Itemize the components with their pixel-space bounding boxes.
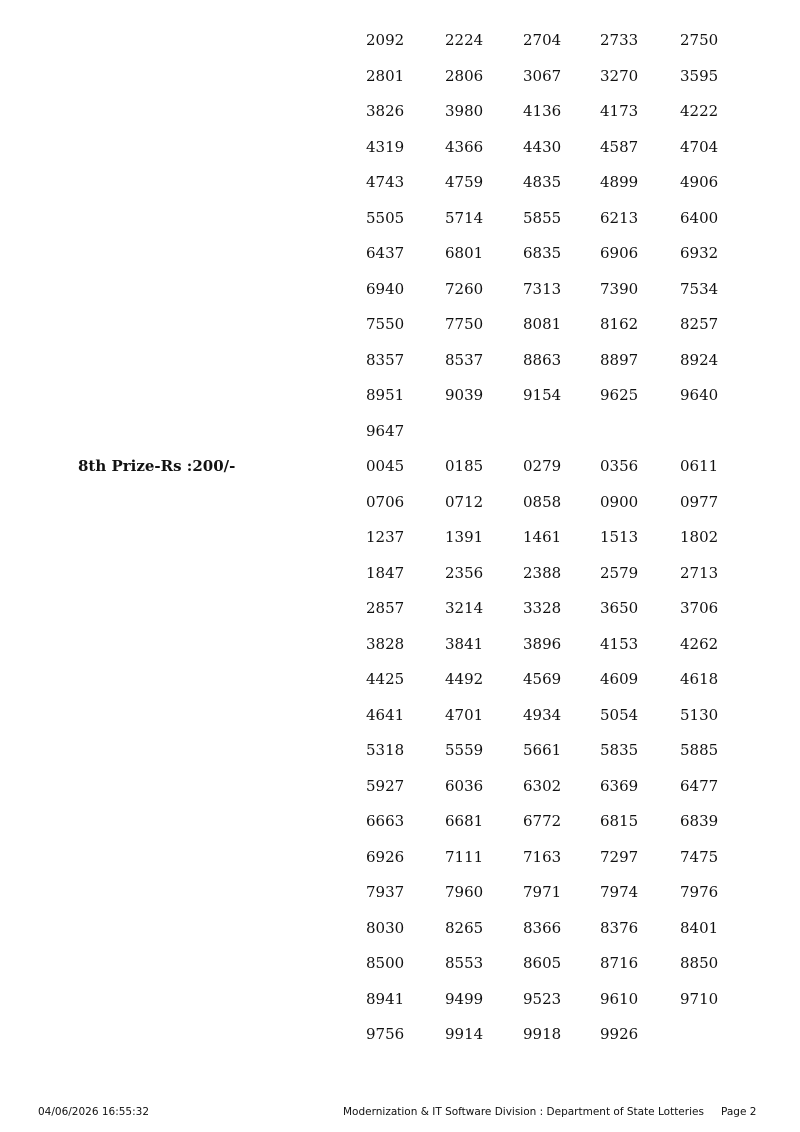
ticket-number: 8265 — [445, 918, 484, 937]
ticket-number: 0045 — [366, 457, 405, 475]
ticket-number: 8863 — [523, 350, 562, 369]
ticket-number: 4701 — [445, 705, 484, 724]
ticket-number: 0611 — [680, 457, 719, 475]
ticket-number: 4618 — [680, 670, 719, 688]
ticket-number: 6926 — [366, 847, 405, 866]
ticket-number: 6835 — [523, 244, 562, 262]
ticket-number: 6302 — [523, 776, 562, 795]
ticket-number: 4222 — [680, 102, 719, 120]
ticket-number: 4609 — [600, 670, 639, 688]
ticket-number: 9499 — [445, 989, 484, 1008]
prize-tier-label: 8th Prize-Rs :200/- — [78, 457, 236, 475]
ticket-number: 7163 — [523, 847, 562, 866]
ticket-number: 3826 — [366, 102, 405, 120]
number-row — [0, 23, 800, 59]
ticket-number: 7974 — [600, 883, 639, 901]
number-row — [0, 520, 800, 556]
ticket-number: 2579 — [600, 563, 639, 582]
number-row — [0, 307, 800, 343]
ticket-number: 8850 — [680, 954, 719, 972]
ticket-number: 9926 — [600, 1025, 639, 1043]
ticket-number: 9918 — [523, 1025, 562, 1043]
number-row — [0, 556, 800, 592]
ticket-number: 8605 — [523, 954, 562, 972]
ticket-number: 7937 — [366, 883, 405, 901]
ticket-number: 4136 — [523, 102, 562, 120]
footer-datetime: 04/06/2026 16:55:32 — [38, 1106, 150, 1118]
ticket-number: 7960 — [445, 883, 484, 901]
ticket-number: 3214 — [445, 599, 484, 617]
ticket-number: 3650 — [600, 599, 639, 617]
ticket-number: 3328 — [523, 599, 562, 617]
ticket-number: 7313 — [523, 279, 562, 298]
number-row — [0, 165, 800, 201]
ticket-number: 4366 — [445, 137, 484, 156]
ticket-number: 7297 — [600, 847, 639, 866]
ticket-number: 8716 — [600, 954, 639, 972]
ticket-number: 0712 — [445, 492, 484, 511]
ticket-number: 8553 — [445, 954, 484, 972]
number-row — [0, 236, 800, 272]
ticket-number: 5927 — [366, 776, 405, 795]
ticket-number: 2224 — [445, 31, 484, 49]
footer-division: Modernization & IT Software Division : Department of State Lotteries — [343, 1106, 704, 1118]
ticket-number: 7475 — [680, 847, 719, 866]
ticket-number: 3706 — [680, 599, 719, 617]
ticket-number: 3896 — [523, 634, 562, 653]
ticket-number: 8357 — [366, 350, 405, 369]
ticket-number: 2092 — [366, 31, 405, 49]
number-row — [0, 59, 800, 95]
ticket-number: 7971 — [523, 883, 562, 901]
number-row — [0, 769, 800, 805]
ticket-number: 5559 — [445, 741, 484, 759]
ticket-number: 4587 — [600, 137, 639, 156]
ticket-number: 4173 — [600, 102, 639, 120]
ticket-number: 1391 — [445, 528, 484, 546]
ticket-number: 9710 — [680, 989, 719, 1008]
ticket-number: 6369 — [600, 776, 639, 795]
ticket-number: 6681 — [445, 812, 484, 830]
number-row — [0, 378, 800, 414]
ticket-number: 3828 — [366, 634, 405, 653]
ticket-number: 1513 — [600, 528, 639, 546]
ticket-number: 4743 — [366, 173, 405, 191]
ticket-number: 4835 — [523, 173, 562, 191]
ticket-number: 4425 — [366, 670, 405, 688]
ticket-number: 7260 — [445, 279, 484, 298]
ticket-number: 0356 — [600, 457, 639, 475]
ticket-number: 8162 — [600, 315, 639, 333]
ticket-number: 4153 — [600, 634, 639, 653]
ticket-number: 9610 — [600, 989, 639, 1008]
ticket-number: 7976 — [680, 883, 719, 901]
ticket-number: 6772 — [523, 812, 562, 830]
ticket-number: 8941 — [366, 989, 405, 1008]
ticket-number: 5885 — [680, 741, 719, 759]
ticket-number: 1802 — [680, 528, 719, 546]
ticket-number: 7111 — [445, 847, 484, 866]
ticket-number: 6437 — [366, 244, 405, 262]
ticket-number: 3841 — [445, 634, 484, 653]
number-row — [0, 591, 800, 627]
ticket-number: 9039 — [445, 386, 484, 404]
ticket-number: 6932 — [680, 244, 719, 262]
number-row — [0, 946, 800, 982]
number-row — [0, 343, 800, 379]
ticket-number: 4569 — [523, 670, 562, 688]
ticket-number: 8081 — [523, 315, 562, 333]
ticket-number: 8366 — [523, 918, 562, 937]
ticket-number: 4641 — [366, 705, 405, 724]
number-row — [0, 1017, 800, 1053]
ticket-number: 6815 — [600, 812, 639, 830]
ticket-number: 2750 — [680, 31, 719, 49]
ticket-number: 5054 — [600, 705, 639, 724]
ticket-number: 4319 — [366, 137, 405, 156]
ticket-number: 5835 — [600, 741, 639, 759]
number-row — [0, 804, 800, 840]
ticket-number: 4899 — [600, 173, 639, 191]
ticket-number: 8951 — [366, 386, 405, 404]
ticket-number: 4934 — [523, 705, 562, 724]
ticket-number: 8537 — [445, 350, 484, 369]
ticket-number: 2704 — [523, 31, 562, 49]
ticket-number: 8897 — [600, 350, 639, 369]
ticket-number: 6477 — [680, 776, 719, 795]
ticket-number: 9756 — [366, 1025, 405, 1043]
number-row — [0, 982, 800, 1018]
number-row — [0, 449, 800, 485]
ticket-number: 9625 — [600, 386, 639, 404]
ticket-number: 0279 — [523, 457, 562, 475]
ticket-number: 3980 — [445, 102, 484, 120]
ticket-number: 0977 — [680, 492, 719, 511]
ticket-number: 2388 — [523, 563, 562, 582]
number-row — [0, 698, 800, 734]
prize-number-table — [0, 23, 800, 1053]
ticket-number: 5130 — [680, 705, 719, 724]
number-row — [0, 627, 800, 663]
ticket-number: 2801 — [366, 66, 405, 85]
ticket-number: 9523 — [523, 989, 562, 1008]
ticket-number: 3595 — [680, 66, 719, 85]
ticket-number: 8030 — [366, 918, 405, 937]
ticket-number: 3270 — [600, 66, 639, 85]
ticket-number: 9154 — [523, 386, 562, 404]
ticket-number: 3067 — [523, 66, 562, 85]
ticket-number: 7390 — [600, 279, 639, 298]
ticket-number: 4492 — [445, 670, 484, 688]
ticket-number: 9914 — [445, 1025, 484, 1043]
ticket-number: 5505 — [366, 208, 405, 227]
ticket-number: 2733 — [600, 31, 639, 49]
ticket-number: 6801 — [445, 244, 484, 262]
ticket-number: 5855 — [523, 208, 562, 227]
ticket-number: 8257 — [680, 315, 719, 333]
number-row — [0, 875, 800, 911]
footer-page-number: Page 2 — [721, 1106, 757, 1118]
ticket-number: 0185 — [445, 457, 484, 475]
ticket-number: 1237 — [366, 528, 405, 546]
ticket-number: 6036 — [445, 776, 484, 795]
ticket-number: 4262 — [680, 634, 719, 653]
number-row — [0, 201, 800, 237]
ticket-number: 4759 — [445, 173, 484, 191]
number-row — [0, 414, 800, 450]
ticket-number: 6839 — [680, 812, 719, 830]
ticket-number: 5661 — [523, 741, 562, 759]
ticket-number: 0706 — [366, 492, 405, 511]
ticket-number: 0858 — [523, 492, 562, 511]
ticket-number: 8924 — [680, 350, 719, 369]
ticket-number: 2356 — [445, 563, 484, 582]
number-row — [0, 130, 800, 166]
ticket-number: 2713 — [680, 563, 719, 582]
ticket-number: 8500 — [366, 954, 405, 972]
ticket-number: 9640 — [680, 386, 719, 404]
ticket-number: 5714 — [445, 208, 484, 227]
ticket-number: 2857 — [366, 599, 405, 617]
number-row — [0, 911, 800, 947]
ticket-number: 7750 — [445, 315, 484, 333]
ticket-number: 0900 — [600, 492, 639, 511]
ticket-number: 2806 — [445, 66, 484, 85]
number-row — [0, 94, 800, 130]
ticket-number: 6213 — [600, 208, 639, 227]
ticket-number: 6400 — [680, 208, 719, 227]
ticket-number: 8376 — [600, 918, 639, 937]
number-row — [0, 485, 800, 521]
number-row — [0, 662, 800, 698]
ticket-number: 6940 — [366, 279, 405, 298]
number-row — [0, 272, 800, 308]
ticket-number: 5318 — [366, 741, 405, 759]
ticket-number: 7550 — [366, 315, 405, 333]
ticket-number: 4704 — [680, 137, 719, 156]
number-row — [0, 840, 800, 876]
ticket-number: 4906 — [680, 173, 719, 191]
ticket-number: 6906 — [600, 244, 639, 262]
ticket-number: 1461 — [523, 528, 562, 546]
ticket-number: 6663 — [366, 812, 405, 830]
ticket-number: 1847 — [366, 563, 405, 582]
ticket-number: 9647 — [366, 421, 405, 440]
ticket-number: 8401 — [680, 918, 719, 937]
ticket-number: 7534 — [680, 279, 719, 298]
number-row — [0, 733, 800, 769]
ticket-number: 4430 — [523, 137, 562, 156]
